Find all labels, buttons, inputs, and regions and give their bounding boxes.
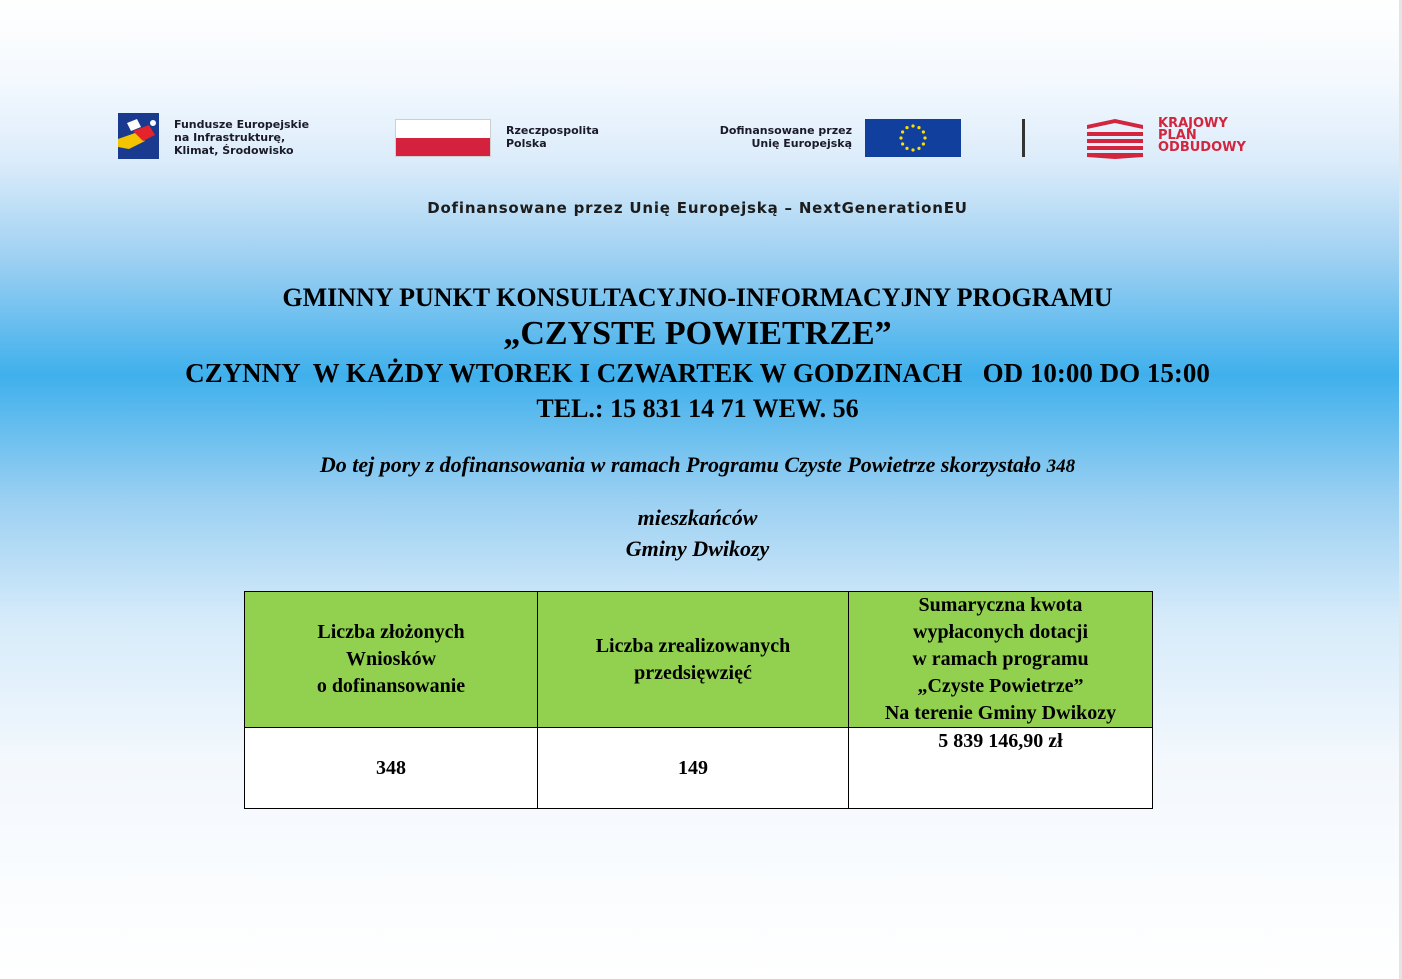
krajowy-plan-odbudowy-text: KRAJOWY PLAN ODBUDOWY xyxy=(1158,116,1246,155)
logo-divider xyxy=(1022,119,1025,157)
header-completed-projects: Liczba zrealizowanych przedsięwzięć xyxy=(538,592,849,728)
eu-star xyxy=(922,142,925,145)
eu-star xyxy=(905,147,908,150)
eu-star xyxy=(899,136,902,139)
fundusze-europejskie-text: Fundusze Europejskie na Infrastrukturę, Klimat, Środowisko xyxy=(174,118,310,157)
eu-star xyxy=(917,126,920,129)
phone-number: TEL.: 15 831 14 71 WEW. 56 xyxy=(536,394,859,423)
header-total-amount: Sumaryczna kwota wypłaconych dotacji w ramach programu „Czyste Powietrze” Na terenie Gminy Dwikozy xyxy=(849,592,1153,728)
program-name: „CZYSTE POWIETRZE” xyxy=(503,315,892,352)
municipality-label: Gminy Dwikozy xyxy=(625,536,770,561)
value-completed-projects: 149 xyxy=(538,728,849,809)
page-title: GMINNY PUNKT KONSULTACYJNO-INFORMACYJNY PROGRAMU xyxy=(282,283,1113,312)
residents-label: mieszkańców xyxy=(637,505,758,530)
opening-hours: CZYNNY W KAŻDY WTOREK I CZWARTEK W GODZINACH OD 10:00 DO 15:00 xyxy=(185,358,1210,388)
table-header-row xyxy=(245,592,1153,728)
eu-cofinanced-text: Dofinansowane przez Unię Europejską xyxy=(719,124,852,150)
beneficiaries-count: 348 xyxy=(1046,456,1076,477)
eu-star xyxy=(901,142,904,145)
eu-star xyxy=(911,148,914,151)
value-total-amount: 5 839 146,90 zł xyxy=(849,728,1153,809)
eu-star xyxy=(911,124,914,127)
fundusze-europejskie-logo xyxy=(115,111,161,161)
table-row xyxy=(245,728,1153,809)
nextgeneration-eu-line: Dofinansowane przez Unię Europejską – NextGenerationEU xyxy=(427,199,968,217)
krajowy-plan-odbudowy-logo xyxy=(1085,117,1145,159)
beneficiaries-sentence-text: Do tej pory z dofinansowania w ramach Programu Czyste Powietrze skorzystało xyxy=(319,452,1047,477)
rzeczpospolita-polska-text: Rzeczpospolita Polska xyxy=(506,124,599,150)
eu-star xyxy=(901,130,904,133)
poland-flag xyxy=(395,119,491,157)
eu-flag xyxy=(865,119,961,157)
beneficiaries-sentence xyxy=(0,452,1395,478)
value-applications: 348 xyxy=(245,728,538,809)
eu-star xyxy=(905,126,908,129)
eu-star xyxy=(922,130,925,133)
header-applications: Liczba złożonych Wniosków o dofinansowanie xyxy=(245,592,538,728)
eu-star xyxy=(917,147,920,150)
statistics-table xyxy=(244,591,1153,809)
eu-star xyxy=(923,136,926,139)
